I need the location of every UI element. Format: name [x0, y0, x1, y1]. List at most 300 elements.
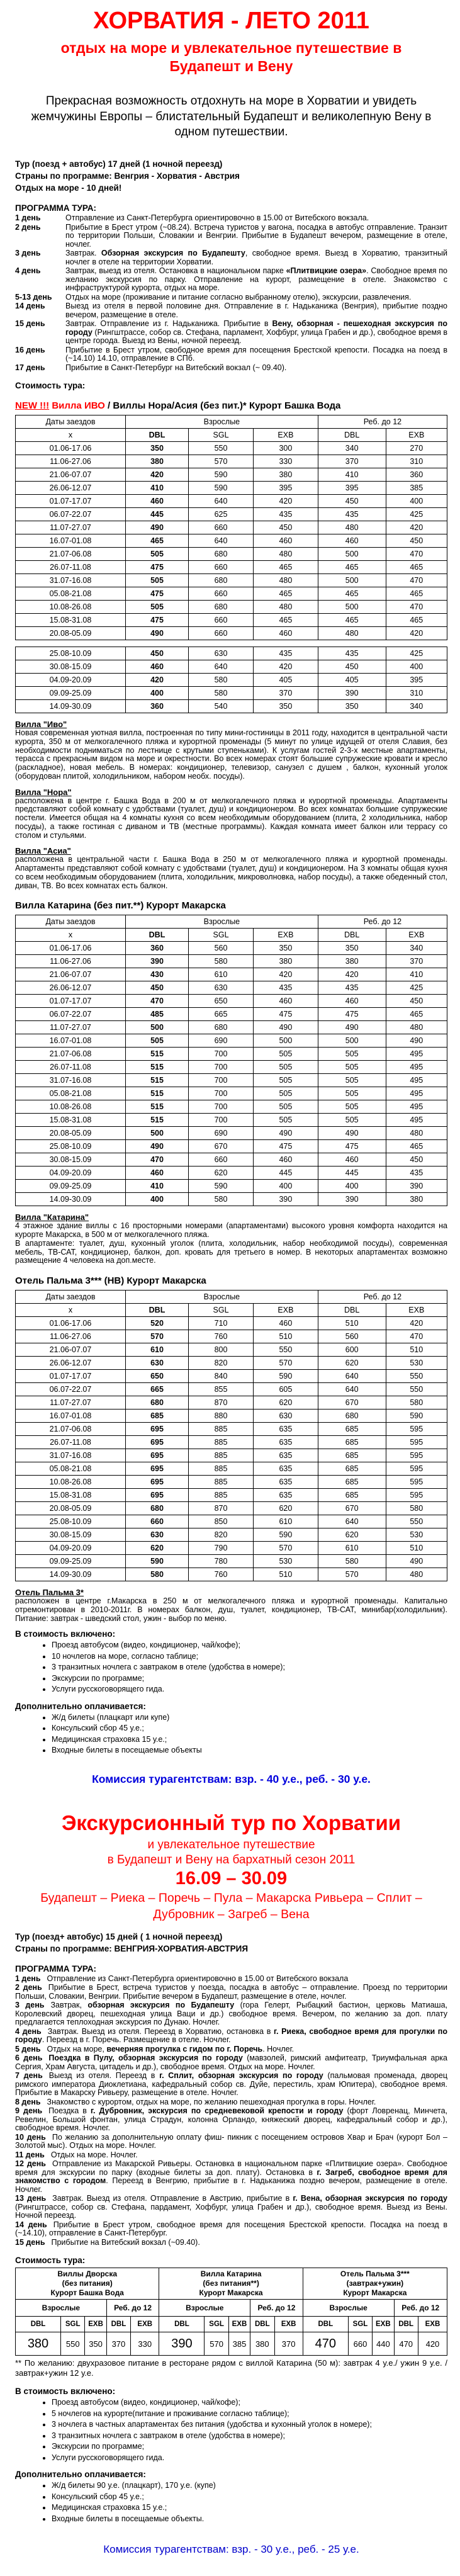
day-text: Отдых на море (проживание и питание согласно выбранному отелю), экскурсии, развлечения.: [65, 292, 412, 302]
cell-dbl: 515: [125, 1100, 188, 1114]
cell-exb: 505: [253, 1048, 318, 1061]
cell-dbl-child: 410: [318, 468, 386, 482]
commission-line-2: Комиссия турагентствам: взр. - 30 у.е., реб. - 25 у.е.: [103, 2543, 359, 2556]
cell-sgl: 820: [189, 1357, 254, 1370]
cell-dbl-child: 490: [318, 1021, 386, 1034]
cell-dbl-child: 420: [318, 968, 386, 981]
cell-dates: 21.06-07.07: [16, 1343, 126, 1357]
program-day-row: [15, 2028, 447, 2045]
day-text: Выезд из отеля. Переезд в г. Сплит, обзорная экскурсия по городу (пальмовая променада, дворец римского императора Диоклетиана, кафедральный собор св. Дуйе, перестиль, храм Юпитера), свободное время. Прибытие в Макарску Ривьеру, размещение в отеле. Ночлег.: [15, 2071, 447, 2098]
col-sgl: SGL: [189, 929, 254, 942]
cell-dates: 20.08-05.09: [16, 1127, 126, 1140]
cell-dbl-child: 450: [318, 495, 386, 508]
cell-sgl: 820: [189, 1528, 254, 1542]
cell-sgl: 590: [189, 482, 254, 495]
cell-exb: 420: [253, 968, 318, 981]
price-value: 350: [85, 2332, 106, 2356]
cell-dbl: 515: [125, 1114, 188, 1127]
day-label: 6 день: [15, 2053, 43, 2063]
included-item: • 3 транзитных ночлега с завтраком в отеле (удобства в номере);: [52, 2431, 447, 2442]
cell-dates: 21.07-06.08: [16, 1048, 126, 1061]
day-text: Выезд из отеля в первой половине дня. Отправление в г. Надьканижа (Венгрия), прибытие поздно вечером, размещение в отеле.: [65, 302, 447, 319]
cell-exb: 475: [253, 1008, 318, 1021]
table-row: [16, 614, 447, 627]
cell-dates: 26.06-12.07: [16, 981, 126, 995]
price-table-baska-voda: [15, 415, 447, 713]
cell-dates: 04.09-20.09: [16, 1542, 126, 1555]
day-text: Отдых на море. Ночлег.: [50, 2150, 138, 2159]
day-label: 14 день: [15, 2220, 47, 2229]
cell-exb-child: 480: [386, 1127, 447, 1140]
tour-fact: Тур (поезд + автобус) 17 дней (1 ночной переезд): [15, 159, 223, 169]
hotel-palma-text: расположен в центре г.Макарска в 250 м от мелкогалечного пляжа и курортной променады. Капитально отремонтирован в 2010-2011г. В номерах балкон, душ, туалет, кондиционер, ТВ-САТ, минибар(холодильник). Питание: завтрак - шведский стол, ужин - выбор по меню.: [15, 1596, 447, 1623]
cell-dates: 04.09-20.09: [16, 674, 126, 687]
cell-dbl: 505: [125, 574, 188, 587]
price-value: 470: [394, 2332, 418, 2356]
included-item: • 3 транзитных ночлега с завтраком в отеле (удобства в номере);: [52, 1662, 447, 1673]
cell-exb: 465: [253, 587, 318, 601]
cell-sgl: 840: [189, 1370, 254, 1383]
cell-exb: 550: [253, 1343, 318, 1357]
cell-dbl: 390: [125, 955, 188, 968]
extra-item: • Консульский сбор 45 у.е.;: [52, 1723, 447, 1734]
tour2-subtitle-1: и увлекательное путешествие: [147, 1838, 315, 1851]
cell-dates: 25.08-10.09: [16, 1515, 126, 1528]
cell-dbl: 650: [125, 1370, 188, 1383]
extra-item: • Ж/д билеты 90 у.е. (плацкарт), 170 у.е. (купе): [52, 2480, 447, 2492]
cell-sgl: 660: [189, 521, 254, 534]
cell-sgl: 760: [189, 1568, 254, 1581]
cell-dbl: 665: [125, 1383, 188, 1396]
cell-dates: 09.09-25.09: [16, 687, 126, 700]
cell-sgl: 660: [189, 561, 254, 574]
cell-dbl-child: 435: [318, 647, 386, 660]
cell-sgl: 700: [189, 1074, 254, 1087]
day-label: 2 день: [15, 1983, 42, 1992]
program2-heading: ПРОГРАММА ТУРА:: [15, 1963, 96, 1974]
cell-dbl-child: 685: [318, 1462, 386, 1476]
cell-exb-child: 495: [386, 1114, 447, 1127]
cell-exb-child: 340: [386, 942, 447, 955]
cell-exb: 400: [253, 1180, 318, 1193]
included-item: • Экскурсии по программе;: [52, 1673, 447, 1685]
cell-dbl-child: 580: [318, 1555, 386, 1568]
included-item: • 3 ночлега в частных апартаментах без питания (удобства и кухонный уголок в номере);: [52, 2419, 447, 2431]
cell-exb: 390: [253, 1193, 318, 1206]
extra-item: • Входные билеты в посещаемые объекты.: [52, 2514, 447, 2525]
cell-dbl: 515: [125, 1061, 188, 1074]
cell-exb-child: 495: [386, 1061, 447, 1074]
cell-exb: 420: [253, 495, 318, 508]
program-day-row: [15, 2107, 447, 2133]
cell-exb: 590: [253, 1370, 318, 1383]
cell-exb-child: 480: [386, 1021, 447, 1034]
cell-dates: 11.06-27.06: [16, 455, 126, 468]
cell-dates: 01.06-17.06: [16, 942, 126, 955]
col-dbl: DBL: [303, 2317, 348, 2332]
cell-sgl: 700: [189, 1048, 254, 1061]
table-row: [16, 1436, 447, 1449]
table-row: [16, 1383, 447, 1396]
table-row: [16, 1528, 447, 1542]
cell-exb-child: 495: [386, 1074, 447, 1087]
cell-dbl: 590: [125, 1555, 188, 1568]
table-row: [16, 1087, 447, 1100]
col-exb: EXB: [253, 1304, 318, 1317]
extra-item: • Медицинская страховка 15 у.е.;: [52, 1734, 447, 1746]
cell-sgl: 690: [189, 1127, 254, 1140]
cell-exb: 435: [253, 508, 318, 521]
cell-dates: 16.07-01.08: [16, 1409, 126, 1423]
cell-sgl: 670: [189, 1140, 254, 1153]
col-sgl: SGL: [61, 2317, 85, 2332]
table-row: [16, 660, 447, 674]
cell-exb: 630: [253, 1409, 318, 1423]
cell-exb: 500: [253, 1034, 318, 1048]
col-dbl-child: DBL: [394, 2317, 418, 2332]
table-row: [16, 482, 447, 495]
cell-dbl: 460: [125, 495, 188, 508]
cell-exb-child: 470: [386, 601, 447, 614]
table-row: [16, 700, 447, 713]
cell-exb: 505: [253, 1061, 318, 1074]
cell-dbl-child: 505: [318, 1048, 386, 1061]
day-text: Завтрак. Обзорная экскурсия по Будапешту, свободное время. Выезд в Хорватию, транзитный ночлег в отеле на территории Хорватии.: [65, 249, 447, 266]
cell-sgl: 710: [189, 1317, 254, 1330]
table-row: [16, 955, 447, 968]
cell-exb: 510: [253, 1568, 318, 1581]
cell-dates: 14.09-30.09: [16, 1193, 126, 1206]
cell-sgl: 560: [189, 942, 254, 955]
tour2-facts: [15, 1931, 447, 1955]
cell-exb-child: 450: [386, 534, 447, 548]
cell-sgl: 580: [189, 955, 254, 968]
cell-exb: 635: [253, 1436, 318, 1449]
cell-sgl: 540: [189, 700, 254, 713]
table-row: [16, 574, 447, 587]
cell-dbl-child: 405: [318, 674, 386, 687]
cell-dbl-child: 340: [318, 442, 386, 455]
program-day-row: [15, 214, 447, 223]
cell-dbl: 695: [125, 1436, 188, 1449]
cell-dbl-child: 475: [318, 1140, 386, 1153]
cell-sgl: 885: [189, 1423, 254, 1436]
price-value: 550: [61, 2332, 85, 2356]
cell-exb-child: 310: [386, 455, 447, 468]
header-adults: Взрослые: [125, 915, 318, 929]
cell-sgl: 700: [189, 1100, 254, 1114]
col-sgl: SGL: [189, 429, 254, 442]
tour2-route: Будапешт – Риека – Поречь – Пула – Макарска Ривьера – Сплит – Дубровник – Загреб – Вена: [40, 1891, 422, 1921]
cell-dbl: 695: [125, 1462, 188, 1476]
included2-section: [15, 2387, 447, 2463]
price-value: 370: [106, 2332, 130, 2356]
table-row: [16, 1140, 447, 1153]
included-item: • Проезд автобусом (видео, кондиционер, чай/кофе);: [52, 2397, 447, 2409]
tour1-facts: [15, 159, 447, 195]
header-dates: Даты заездов: [16, 915, 126, 929]
cell-dbl-child: 435: [318, 981, 386, 995]
villa-asia-text: расположена в центральной части г. Башка Вода в 250 м от мелкогалечного пляжа и курортной променады. Апартаменты представляют собой комнату с удобствами (туалет, душ) и кондиционером. На 3 комнаты общая кухня со всем необходимым оборудованием (плита, холодильник, микроволновка, набор посуды), а также обеденный стол, диван, ТВ. Во всех комнатах есть балкон.: [15, 855, 447, 890]
cell-dates: 30.08-15.09: [16, 1528, 126, 1542]
included-item: • Услуги русскоговорящего гида.: [52, 2453, 447, 2464]
header-adults: Взрослые: [125, 1291, 318, 1304]
included-item: • 10 ночлегов на море, согласно таблице;: [52, 1651, 447, 1663]
cell-exb-child: 400: [386, 495, 447, 508]
day-label: 4 день: [15, 266, 41, 275]
col-dbl-child: DBL: [318, 429, 386, 442]
day-text: Завтрак. Отправление из г. Надьканижа. Прибытие в Вену, обзорная - пешеходная экскурсия по городу (Рингштрассе, собор св. Стефана, парламент, Хофбург, улица Грабен и др.), свободное время в центре города. Выезд из Вены, ночной переезд.: [65, 319, 447, 345]
villa-katarina-text: В апартаменте: туалет, душ, кухонный уголок (плита, холодильник, набор необходимой посуды), современная мебель, ТВ-САТ, кондиционер, балкон, доп. кровать для третьего в номер. В некоторых апартаментах возможно размещение 4 человека на доп.месте.: [15, 1238, 447, 1265]
table-row: [16, 995, 447, 1008]
cell-exb: 635: [253, 1476, 318, 1489]
cell-exb: 510: [253, 1330, 318, 1343]
cell-exb-child: 550: [386, 1515, 447, 1528]
table-row: [16, 1021, 447, 1034]
header-x: x: [16, 429, 126, 442]
cell-exb-child: 420: [386, 1317, 447, 1330]
cell-sgl: 680: [189, 1021, 254, 1034]
cell-sgl: 640: [189, 660, 254, 674]
price-value: 570: [205, 2332, 228, 2356]
day-text: Завтрак. Выезд из отеля. Переезд в Хорватию, остановка в г. Риека, свободное время для прогулки по городу. Переезд в г. Поречь. Размещение в отеле. Ночлег.: [15, 2026, 447, 2045]
price-value: 390: [159, 2332, 205, 2356]
cell-dbl-child: 500: [318, 574, 386, 587]
header-adults: Взрослые: [125, 415, 318, 429]
summary-col-header-row: [16, 2317, 447, 2332]
price1-heading: Стоимость тура:: [15, 381, 86, 390]
cell-sgl: 870: [189, 1502, 254, 1515]
cell-exb: 460: [253, 1153, 318, 1167]
day-text: Прибытие в Брест утром, свободное время для посещения Брестской крепости. Посадка на поезд в (~14.10), отправление в Санкт-Петербург.: [15, 2220, 447, 2238]
extra-item: • Ж/д билеты (плацкарт или купе): [52, 1712, 447, 1724]
cell-dbl: 475: [125, 587, 188, 601]
day-label: 12 день: [15, 2159, 46, 2169]
cell-dates: 14.09-30.09: [16, 1568, 126, 1581]
cell-dates: 26.07-11.08: [16, 561, 126, 574]
program-day-row: [15, 267, 447, 293]
cell-dbl: 460: [125, 660, 188, 674]
col-sgl: SGL: [189, 1304, 254, 1317]
cell-dbl-child: 445: [318, 1167, 386, 1180]
cell-dbl: 400: [125, 687, 188, 700]
cell-dbl-child: 390: [318, 687, 386, 700]
table-row: [16, 601, 447, 614]
cell-exb-child: 395: [386, 674, 447, 687]
table-row: [16, 1542, 447, 1555]
program-day-row: [15, 2098, 447, 2107]
cell-dbl: 695: [125, 1423, 188, 1436]
cell-exb-child: 370: [386, 955, 447, 968]
cell-exb: 300: [253, 442, 318, 455]
cell-sgl: 680: [189, 601, 254, 614]
day-label: 3 день: [15, 2001, 45, 2010]
price-table-katarina: [15, 915, 447, 1206]
cell-dates: 21.06-07.07: [16, 968, 126, 981]
included2-heading: В стоимость включено:: [15, 2387, 116, 2397]
extra2-section: [15, 2470, 447, 2524]
cell-exb: 350: [253, 700, 318, 713]
cell-dbl: 490: [125, 521, 188, 534]
table-gap: [16, 640, 447, 647]
cell-dbl-child: 510: [318, 1317, 386, 1330]
cell-dbl: 505: [125, 548, 188, 561]
cell-dates: 01.07-17.07: [16, 495, 126, 508]
col-exb-child: EXB: [386, 1304, 447, 1317]
cell-dbl: 515: [125, 1074, 188, 1087]
cell-exb-child: 510: [386, 1343, 447, 1357]
cell-sgl: 640: [189, 495, 254, 508]
col-exb-child: EXB: [386, 929, 447, 942]
cell-exb-child: 385: [386, 482, 447, 495]
cell-dates: 15.08-31.08: [16, 614, 126, 627]
cell-dates: 15.08-31.08: [16, 1114, 126, 1127]
program-day-row: [15, 364, 447, 373]
cell-exb: 620: [253, 1502, 318, 1515]
cell-dbl-child: 670: [318, 1396, 386, 1409]
program-day-row: [15, 249, 447, 266]
cell-exb-child: 450: [386, 1153, 447, 1167]
cell-dbl: 490: [125, 627, 188, 640]
cell-dbl: 630: [125, 1528, 188, 1542]
group-header: Виллы Дворска (без питания) Курорт Башка Вода: [16, 2268, 159, 2300]
cell-exb-child: 435: [386, 1167, 447, 1180]
cell-exb-child: 595: [386, 1489, 447, 1502]
cell-exb: 480: [253, 548, 318, 561]
table-row: [16, 1330, 447, 1343]
cell-exb-child: 310: [386, 687, 447, 700]
table-row: [16, 1074, 447, 1087]
table-row: [16, 1153, 447, 1167]
included1-heading: В стоимость включено:: [15, 1629, 116, 1639]
cell-exb-child: 470: [386, 1330, 447, 1343]
cell-dbl-child: 620: [318, 1528, 386, 1542]
price-value: 380: [250, 2332, 274, 2356]
table-row: [16, 534, 447, 548]
table-row: [16, 1423, 447, 1436]
cell-dates: 26.06-12.07: [16, 482, 126, 495]
day-text: Знакомство с курортом, отдых на море, по желанию пешеходная прогулка в горы. Ночлег.: [47, 2097, 376, 2106]
day-text: Поездка в г. Дубровник, экскурсия по средневековой крепости и городу (форт Ловренац, Минчета, Ревелин, Большой фонтан, улица Страдун, колонна Орландо, княжеский дворец, кафедральный собор и др.), свободное время. Ночлег.: [15, 2106, 448, 2133]
day-label: 1 день: [15, 1974, 41, 1983]
program-day-row: [15, 320, 447, 346]
tour-fact: Тур (поезд+ автобус) 15 дней ( 1 ночной переезд): [15, 1931, 223, 1941]
tour-fact: Страны по программе: ВЕНГРИЯ-ХОРВАТИЯ-АВСТРИЯ: [15, 1943, 249, 1953]
cell-sgl: 700: [189, 1061, 254, 1074]
cell-exb: 395: [253, 482, 318, 495]
cell-dates: 11.07-27.07: [16, 1021, 126, 1034]
cell-sgl: 700: [189, 1087, 254, 1100]
cell-sgl: 570: [189, 455, 254, 468]
cell-dbl: 450: [125, 647, 188, 660]
table-row: [16, 1008, 447, 1021]
table-row: [16, 442, 447, 455]
cell-sgl: 855: [189, 1383, 254, 1396]
cell-sgl: 580: [189, 1193, 254, 1206]
cell-exb: 635: [253, 1462, 318, 1476]
cell-dbl-child: 640: [318, 1383, 386, 1396]
cell-exb-child: 490: [386, 1555, 447, 1568]
summary-price-table: [15, 2268, 447, 2356]
cell-exb: 450: [253, 521, 318, 534]
program-day-row: [15, 2045, 447, 2054]
villa-nora-text: расположена в центре г. Башка Вода в 200 м от мелкогалечного пляжа и курортной променады. Апартаменты представляют собой комнату с удобствами (туалет, душ) и кондиционером. Во всех комнатах большие супружеские постели. Имеется общая на 4 комнаты кухня со всем необходимым оборудованием (плита, 2 холодильника, набор посуды), а также гостиная с диваном и ТВ (местные программы). Каждая комната имеет балкон или террасу со столом и стульями.: [15, 796, 447, 840]
cell-dbl-child: 685: [318, 1423, 386, 1436]
cell-exb-child: 530: [386, 1357, 447, 1370]
table-row: [16, 1167, 447, 1180]
cell-dbl-child: 670: [318, 1502, 386, 1515]
cell-exb: 570: [253, 1357, 318, 1370]
cell-dbl-child: 370: [318, 455, 386, 468]
day-label: 16 день: [15, 345, 45, 354]
villa-ivo-text: Новая современная уютная вилла, построенная по типу мини-гостиницы в 2011 году, находится в центральной части курорта, 350 м от мелкогалечного пляжа и курортной променады (5 минут по улице идущей от отеля Славия, без необходимости подниматься по лестнице с крутыми ступеньками). К услугам гостей 2-3-х местные апартаменты, терасса с прекрасным видом на море и окрестности. Во всех номерах стоят большие супружеские кровати и кресло (раскладное), новая мебель. В номерах: кондиционер, телевизор, санузел с душем , балкон, кухонный уголок (оборудован плитой, холодильником, набором необх. посуды).: [15, 728, 447, 781]
cell-exb: 405: [253, 674, 318, 687]
cell-dbl: 630: [125, 1357, 188, 1370]
col-dbl-child: DBL: [318, 929, 386, 942]
cell-dbl-child: 475: [318, 1008, 386, 1021]
cell-dbl: 570: [125, 1330, 188, 1343]
table1-title: NEW !!! Вилла ИВО / Виллы Нора/Асия (без пит.)* Курорт Башка Вода: [15, 400, 341, 411]
hotel-palma-description: [15, 1588, 447, 1623]
day-text: По желанию за дополнительную оплату фиш- пикник с посещением островов Хвар и Брач (курорт Бол – Золотой мыс). Отдых на море. Ночлег.: [15, 2132, 447, 2150]
cell-dates: 14.09-30.09: [16, 700, 126, 713]
cell-sgl: 680: [189, 548, 254, 561]
cell-sgl: 690: [189, 1034, 254, 1048]
table-row: [16, 1343, 447, 1357]
cell-dbl-child: 640: [318, 1515, 386, 1528]
table-row: [16, 942, 447, 955]
day-label: 5-13 день: [15, 292, 52, 302]
cell-exb-child: 465: [386, 1140, 447, 1153]
cell-dbl: 695: [125, 1449, 188, 1462]
extra-item: • Консульский сбор 45 у.е.;: [52, 2492, 447, 2503]
cell-dates: 10.08-26.08: [16, 601, 126, 614]
cell-exb: 635: [253, 1423, 318, 1436]
table-row: [16, 981, 447, 995]
cell-sgl: 660: [189, 614, 254, 627]
col-sgl: SGL: [205, 2317, 228, 2332]
cell-dates: 05.08-21.08: [16, 1462, 126, 1476]
day-label: 8 день: [15, 2097, 41, 2106]
table-row: [16, 468, 447, 482]
table-row: [16, 508, 447, 521]
day-label: 11 день: [15, 2150, 45, 2159]
cell-dbl: 490: [125, 1140, 188, 1153]
col-dbl-child: DBL: [106, 2317, 130, 2332]
cell-exb-child: 495: [386, 1087, 447, 1100]
program-day-row: [15, 302, 447, 319]
price-table-palma: [15, 1290, 447, 1581]
cell-exb: 370: [253, 687, 318, 700]
extra1-section: [15, 1702, 447, 1756]
cell-exb: 530: [253, 1555, 318, 1568]
tour-fact: Отдых на море - 10 дней!: [15, 183, 122, 193]
cell-exb: 505: [253, 1087, 318, 1100]
program-day-row: [15, 2239, 447, 2247]
cell-dates: 21.06-07.07: [16, 468, 126, 482]
day-text: Завтрак, обзорная экскурсия по Будапешту (гора Гелерт, Рыбацкий бастион, церковь Матиаша, Королевский дворец, пешеходная улица Ваци и др.) свободное время. Вечером, по желанию за доп. плату предлагается теплоходная экскурсия по Дунаю. Ночлег.: [15, 2001, 447, 2027]
table-row: [16, 1061, 447, 1074]
cell-exb: 505: [253, 1100, 318, 1114]
cell-dates: 11.06-27.06: [16, 955, 126, 968]
cell-exb: 460: [253, 995, 318, 1008]
summary-group-header-row: [16, 2268, 447, 2300]
table3-title: Отель Пальма 3*** (НВ) Курорт Макарска: [15, 1275, 206, 1286]
header-adults: Взрослые: [303, 2300, 394, 2317]
day-label: 2 день: [15, 222, 41, 232]
cell-sgl: 880: [189, 1409, 254, 1423]
day-label: 9 день: [15, 2106, 43, 2116]
